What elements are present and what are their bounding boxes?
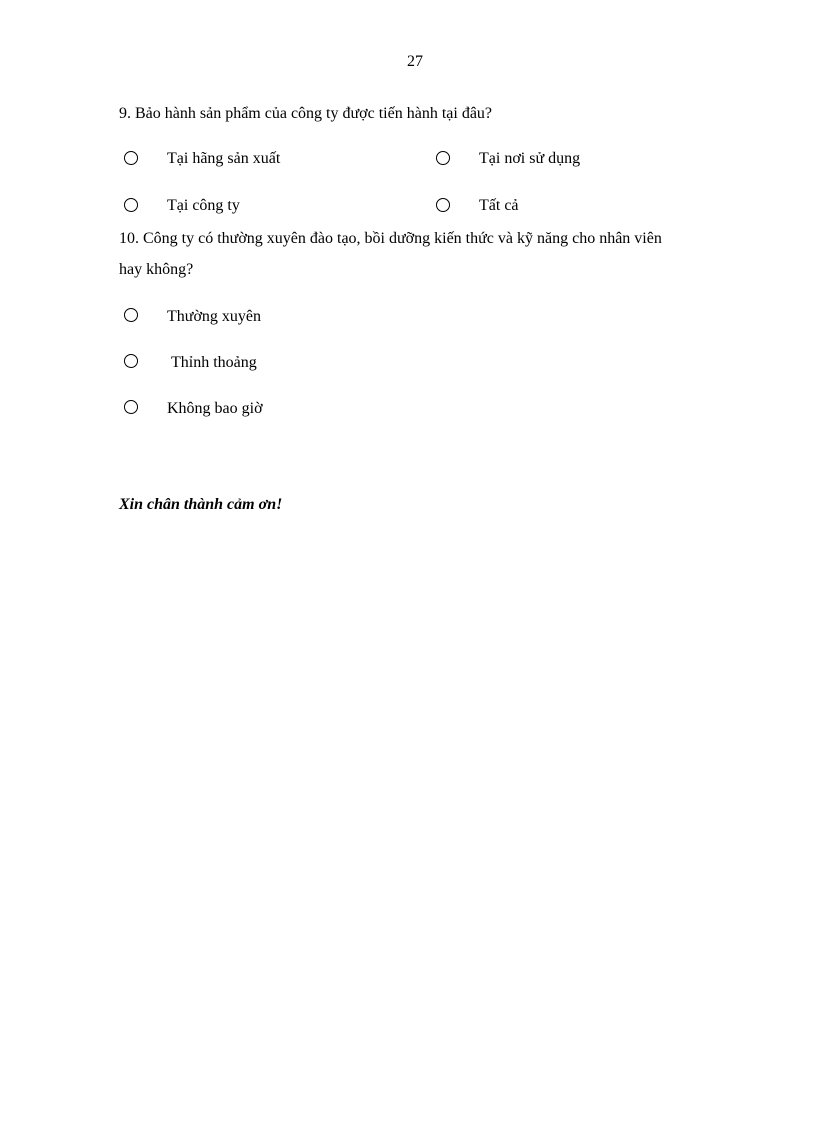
radio-circle-icon[interactable] <box>124 354 138 368</box>
radio-circle-icon[interactable] <box>436 151 450 165</box>
option-label: Tất cả <box>479 197 519 214</box>
question-9-text: 9. Bảo hành sản phẩm của công ty được tiến hành tại đâu? <box>119 105 493 122</box>
option-label: Thỉnh thoảng <box>171 354 257 371</box>
option-label: Thường xuyên <box>167 308 262 325</box>
option-label: Tại nơi sử dụng <box>479 150 581 167</box>
page-number: 27 <box>407 53 423 70</box>
question-10-text-line2: hay không? <box>119 261 194 278</box>
radio-circle-icon[interactable] <box>124 151 138 165</box>
option-label: Không bao giờ <box>167 400 263 417</box>
closing-thanks: Xin chân thành cảm ơn! <box>119 496 283 513</box>
option-label: Tại hãng sản xuất <box>167 150 281 167</box>
radio-circle-icon[interactable] <box>436 198 450 212</box>
radio-circle-icon[interactable] <box>124 198 138 212</box>
option-label: Tại công ty <box>167 197 240 214</box>
radio-circle-icon[interactable] <box>124 400 138 414</box>
radio-circle-icon[interactable] <box>124 308 138 322</box>
question-10-text-line1: 10. Công ty có thường xuyên đào tạo, bồi dưỡng kiến thức và kỹ năng cho nhân viên <box>119 230 662 247</box>
